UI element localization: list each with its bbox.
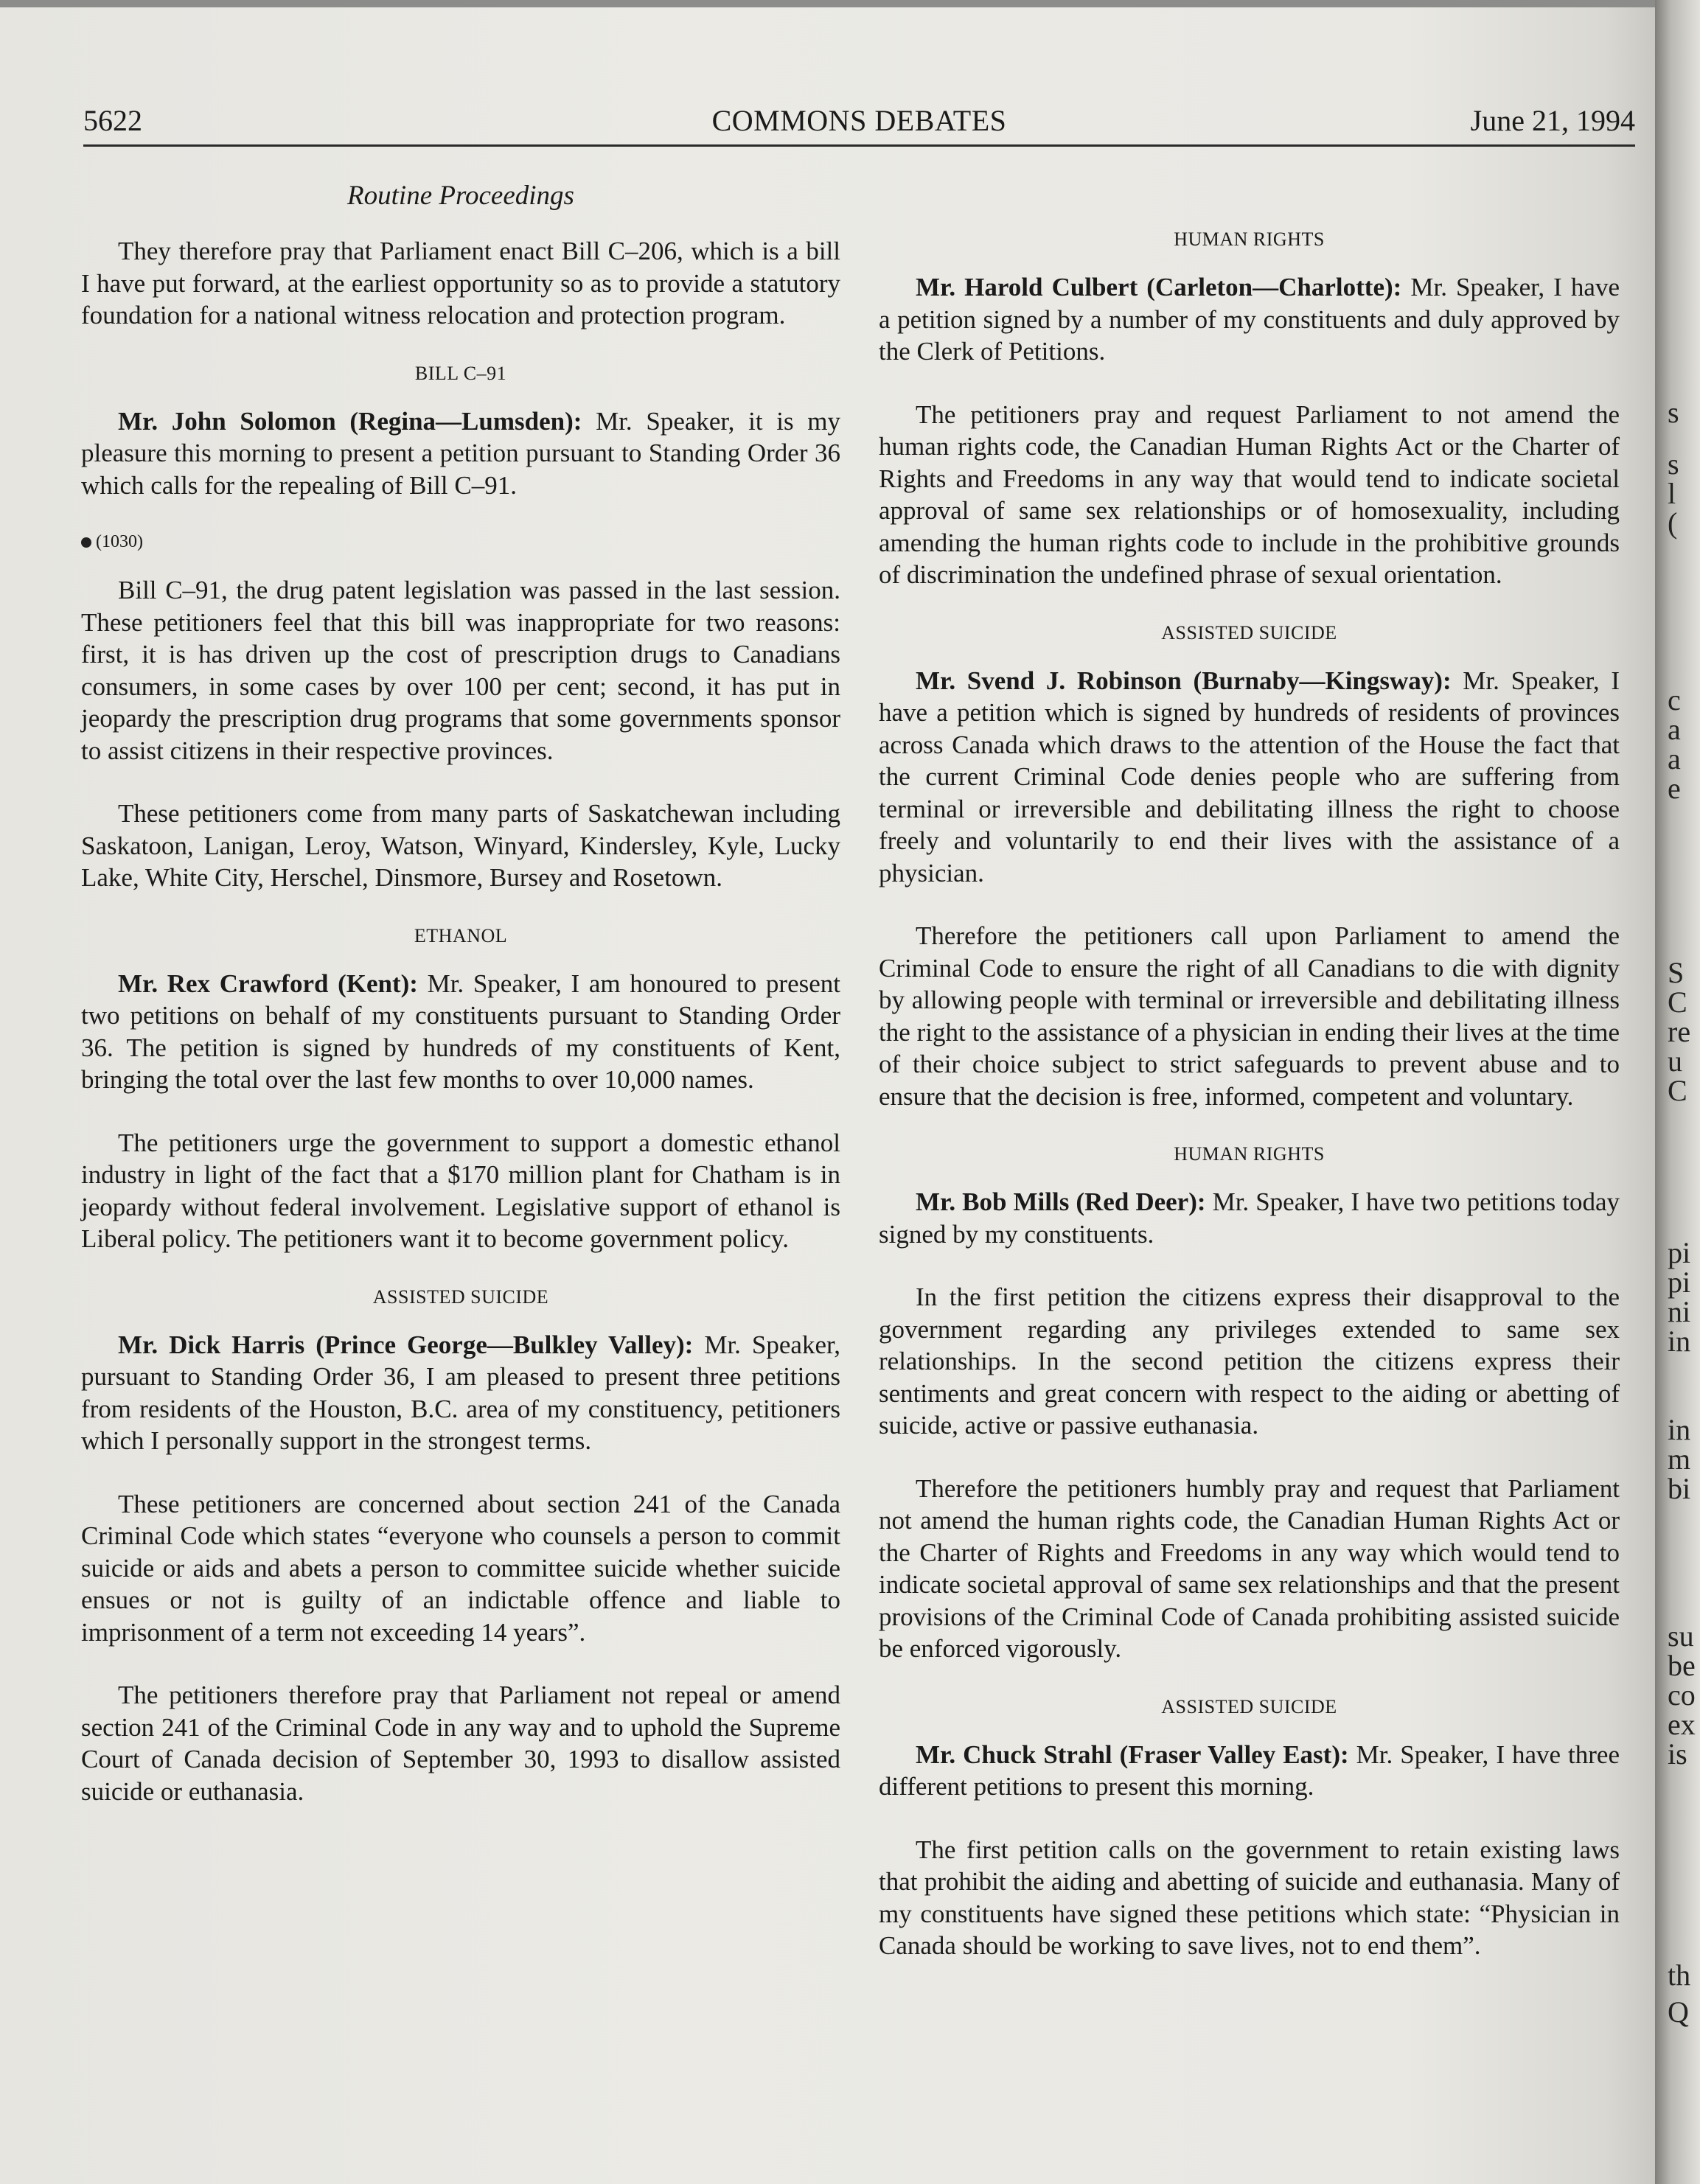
publication-date: June 21, 1994 [1470,104,1635,137]
time-marker-text: (1030) [96,532,143,551]
publication-title: COMMONS DEBATES [711,104,1007,137]
body-paragraph: The first petition calls on the government to retain existing laws that prohibit the aiding and abetting of suicide and euthanasia. Many of my constituents have signed these petitions which state: “Physician in Canada should be working to save lives, not to end them”. [879,1835,1620,1960]
facing-page-fragment: co [1668,1678,1696,1712]
speaker-name: Mr. Dick Harris (Prince George—Bulkley Valley): [118,1330,694,1359]
body-paragraph: The petitioners therefore pray that Parliament not repeal or amend section 241 of the Criminal Code in any way and to uphold the Supreme Court of Canada decision of September 30, 1993 to disallow assisted suicide or euthanasia. [81,1681,840,1806]
section-heading: ASSISTED SUICIDE [1161,1695,1337,1717]
facing-page-fragment: C [1668,985,1687,1019]
body-paragraph: Therefore the petitioners humbly pray and request that Parliament not amend the human rights code, the Canadian Human Rights Act or the Charter of Rights and Freedoms in any way which would tend to indicate societal approval of same sex relationships and that the present provisions of the Criminal Code of Canada prohibiting assisted suicide be enforced vigorously. [879,1473,1620,1663]
facing-page-fragment: ni [1668,1295,1691,1328]
speech-text: Mr. Speaker, I have two petitions today signed by my constituents. [879,1187,1620,1249]
body-paragraph: In the first petition the citizens express their disapproval to the government regarding any privileges extended to same sex relationships. In the second petition the citizens express their sentiments and great concern with respect to the aiding or abetting of suicide, active or passive euthanasia. [879,1283,1620,1440]
facing-page-fragment: m [1668,1442,1691,1476]
facing-page-fragment: a [1668,742,1681,775]
facing-page-fragment: ex [1668,1708,1696,1741]
speaker-name: Mr. Harold Culbert (Carleton—Charlotte): [916,273,1402,301]
facing-page-fragment: pi [1668,1266,1691,1299]
facing-page-fragment: s [1668,396,1679,429]
speech-paragraph [81,1329,840,1457]
body-paragraph: Bill C–91, the drug patent legislation was passed in the last session. These petitioners feel that this bill was inappropriate for two reasons: first, it is has driven up the cost of prescription drugs to Canadians consumers, in some cases by over 100 per cent; second, it has put in jeopardy the prescription drug programs that some governments sponsor to assist citizens in their respective provinces. [81,576,840,765]
body-paragraph: They therefore pray that Parliament enact Bill C–206, which is a bill I have put forward, at the earliest opportunity so as to provide a statutory foundation for a national witness relocation and protection program. [81,237,840,329]
speaker-name: Mr. Chuck Strahl (Fraser Valley East): [916,1740,1349,1769]
body-paragraph: The petitioners urge the government to support a domestic ethanol industry in light of the fact that a $170 million plant for Chatham is in jeopardy without federal involvement. Legislative support of ethanol is Liberal policy. The petitioners want it to become government policy. [81,1128,840,1253]
facing-page-fragment: be [1668,1649,1696,1682]
speech-text: Mr. Speaker, I have three different petitions to present this morning. [879,1740,1620,1801]
facing-page-fragment: l [1668,477,1676,510]
bullet-icon [81,537,91,548]
speaker-name: Mr. John Solomon (Regina—Lumsden): [118,406,582,436]
section-heading: ASSISTED SUICIDE [1161,621,1337,643]
speaker-name: Mr. Svend J. Robinson (Burnaby—Kingsway): [916,666,1452,695]
section-heading: ETHANOL [414,924,508,946]
body-paragraph: The petitioners pray and request Parliament to not amend the human rights code, the Canadian Human Rights Act or the Charter of Rights and Freedoms in any way that would tend to indicate societal approval of same sex relationships or of homosexuality, including amending the human rights code to include in the prohibitive grounds of discrimination the undefined phrase of sexual orientation. [879,400,1620,589]
section-heading: ASSISTED SUICIDE [372,1285,549,1308]
speech-text: Mr. Speaker, pursuant to Standing Order 36, I am pleased to present three petitions from residents of the Houston, B.C. area of my constituency, petitioners which I personally support in the strongest terms. [81,1330,840,1455]
speech-paragraph [81,405,840,502]
speech-text: Mr. Speaker, I have a petition which is signed by hundreds of residents of provinces across Canada which draws to the attention of the House the fact that the current Criminal Code denies people who are suffering from terminal or irreversible and debilitating illness the right to choose freely and voluntarily to end their lives with the assistance of a physician. [879,666,1620,887]
page-number: 5622 [83,104,142,137]
body-paragraph: Therefore the petitioners call upon Parliament to amend the Criminal Code to ensure the right of all Canadians to die with dignity by allowing people with terminal or irreversible and debilitating illness the right to the assistance of a physician in ending their lives at the time of their choice subject to strict safeguards to prevent abuse and to ensure that the decision is free, informed, competent and voluntary. [879,921,1620,1111]
facing-page-fragment: e [1668,772,1681,805]
facing-page-fragment: in [1668,1413,1691,1446]
section-heading: HUMAN RIGHTS [1174,1143,1325,1165]
left-column [81,170,840,1838]
speech-text: Mr. Speaker, I have a petition signed by a number of my constituents and duly approved by the Clerk of Petitions. [879,273,1620,366]
right-column [879,170,1620,1993]
speaker-name: Mr. Bob Mills (Red Deer): [916,1187,1206,1216]
page-header [83,103,1635,144]
facing-page-fragment: C [1668,1074,1687,1107]
facing-page-fragment: bi [1668,1472,1691,1505]
header-rule [83,144,1635,147]
speech-text: Mr. Speaker, it is my pleasure this morning to present a petition pursuant to Standing Order 36 which calls for the repealing of Bill C–91. [81,406,840,500]
facing-page-fragment: re [1668,1015,1691,1048]
facing-page-fragment: s [1668,447,1679,481]
speech-paragraph [879,1186,1620,1250]
body-paragraph: These petitioners come from many parts of Saskatchewan including Saskatoon, Lanigan, Leroy, Watson, Winyard, Kindersley, Kyle, Lucky Lake, White City, Herschel, Dinsmore, Bursey and Rosetown. [81,799,840,892]
time-marker [81,532,840,552]
speech-paragraph [879,271,1620,368]
facing-page-fragment: ( [1668,506,1678,540]
facing-page-fragment: a [1668,713,1681,746]
speech-paragraph [879,1739,1620,1803]
facing-page-fragment: c [1668,683,1681,716]
right-column-body [879,170,1620,1962]
section-heading: HUMAN RIGHTS [1174,228,1325,250]
facing-page-fragment: pi [1668,1236,1691,1269]
facing-page-fragment: in [1668,1325,1691,1358]
facing-page-fragment: u [1668,1044,1682,1078]
top-edge [0,0,1700,7]
facing-page-fragment: S [1668,956,1685,989]
speech-paragraph [81,968,840,1096]
speech-paragraph [879,665,1620,890]
facing-page-fragment: Q [1668,1995,1689,2028]
facing-page-fragment: is [1668,1737,1687,1770]
facing-page-fragment: su [1668,1619,1694,1653]
facing-page-fragment: th [1668,1958,1691,1992]
body-paragraph: These petitioners are concerned about section 241 of the Canada Criminal Code which states “everyone who counsels a person to commit suicide or aids and abets a person to committee suicide whether suicide ensues or not is guilty of an indictable offence and liable to imprisonment of a term not exceeding 14 years”. [81,1489,840,1647]
section-heading: BILL C–91 [414,362,507,384]
running-head: Routine Proceedings [347,181,574,211]
speech-text: Mr. Speaker, I am honoured to present two petitions on behalf of my constituents pursuant to Standing Order 36. The petition is signed by hundreds of my constituents of Kent, bringing the total over the last few months to over 10,000 names. [81,969,840,1094]
speaker-name: Mr. Rex Crawford (Kent): [118,969,418,998]
left-column-body [81,235,840,1807]
